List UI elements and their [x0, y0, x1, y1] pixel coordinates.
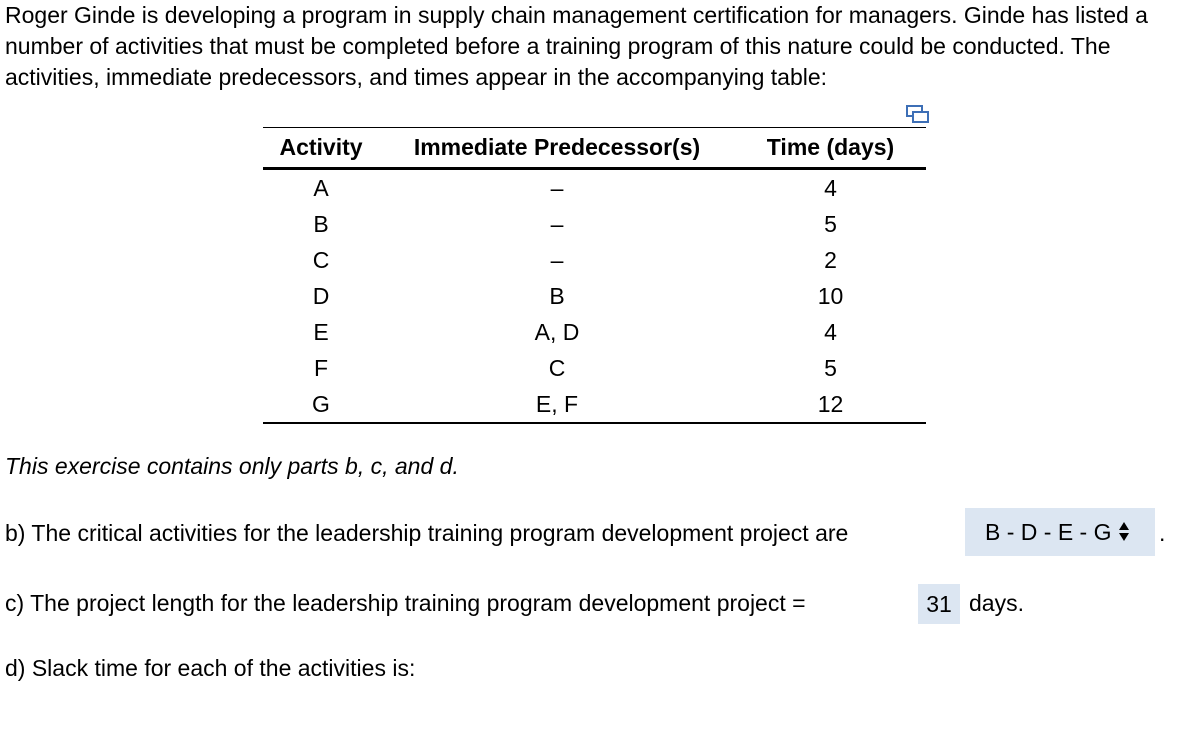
table-row	[263, 242, 926, 278]
cell-activity: C	[312, 246, 330, 273]
problem-intro: Roger Ginde is developing a program in supply chain management certification for managers. Ginde has listed a number of activities that must be completed before a training program of this nature could be conducted. The activities, immediate predecessors, and times appear in the accompanying table:	[5, 2, 1148, 90]
cell-activity: F	[313, 354, 329, 381]
cell-time: 10	[817, 282, 844, 309]
cell-activity: G	[263, 386, 379, 423]
part-d-question: d) Slack time for each of the activities is:	[5, 655, 416, 681]
col-header-predecessors: Immediate Predecessor(s)	[379, 128, 735, 169]
critical-path-select[interactable]	[965, 508, 1155, 556]
cell-activity: B	[313, 210, 329, 237]
cell-predecessors: –	[550, 246, 564, 273]
project-length-answer[interactable]: 31	[918, 584, 960, 624]
cell-time: 4	[824, 174, 837, 201]
table-row	[263, 350, 926, 386]
table-row	[263, 206, 926, 242]
activity-table	[263, 127, 926, 424]
table-row	[263, 386, 926, 423]
cell-predecessors: C	[548, 354, 566, 381]
cell-predecessors: E, F	[379, 386, 735, 423]
copy-table-icon[interactable]	[906, 104, 930, 124]
cell-time: 5	[824, 354, 837, 381]
select-updown-icon	[1118, 522, 1130, 542]
cell-predecessors: B	[549, 282, 565, 309]
cell-predecessors: A, D	[534, 318, 580, 345]
table-row	[263, 314, 926, 350]
table-header-row	[263, 128, 926, 169]
cell-activity: E	[313, 318, 329, 345]
table-row	[263, 169, 926, 207]
col-header-time: Time (days)	[735, 128, 926, 169]
part-c-question: c) The project length for the leadership training program development project =	[5, 590, 806, 616]
project-length-unit: days.	[969, 590, 1024, 616]
cell-predecessors: –	[550, 210, 564, 237]
cell-activity: D	[312, 282, 330, 309]
cell-time: 4	[824, 318, 837, 345]
table-row	[263, 278, 926, 314]
part-b-period: .	[1159, 520, 1166, 546]
critical-path-selected-value: B - D - E - G	[985, 518, 1112, 545]
cell-predecessors: –	[550, 174, 564, 201]
col-header-activity: Activity	[263, 128, 379, 169]
part-b-question: b) The critical activities for the leadership training program development project are	[5, 520, 849, 546]
cell-time: 2	[824, 246, 837, 273]
cell-time: 12	[735, 386, 926, 423]
exercise-note: This exercise contains only parts b, c, and d.	[5, 453, 459, 479]
cell-time: 5	[824, 210, 837, 237]
cell-activity: A	[313, 174, 329, 201]
